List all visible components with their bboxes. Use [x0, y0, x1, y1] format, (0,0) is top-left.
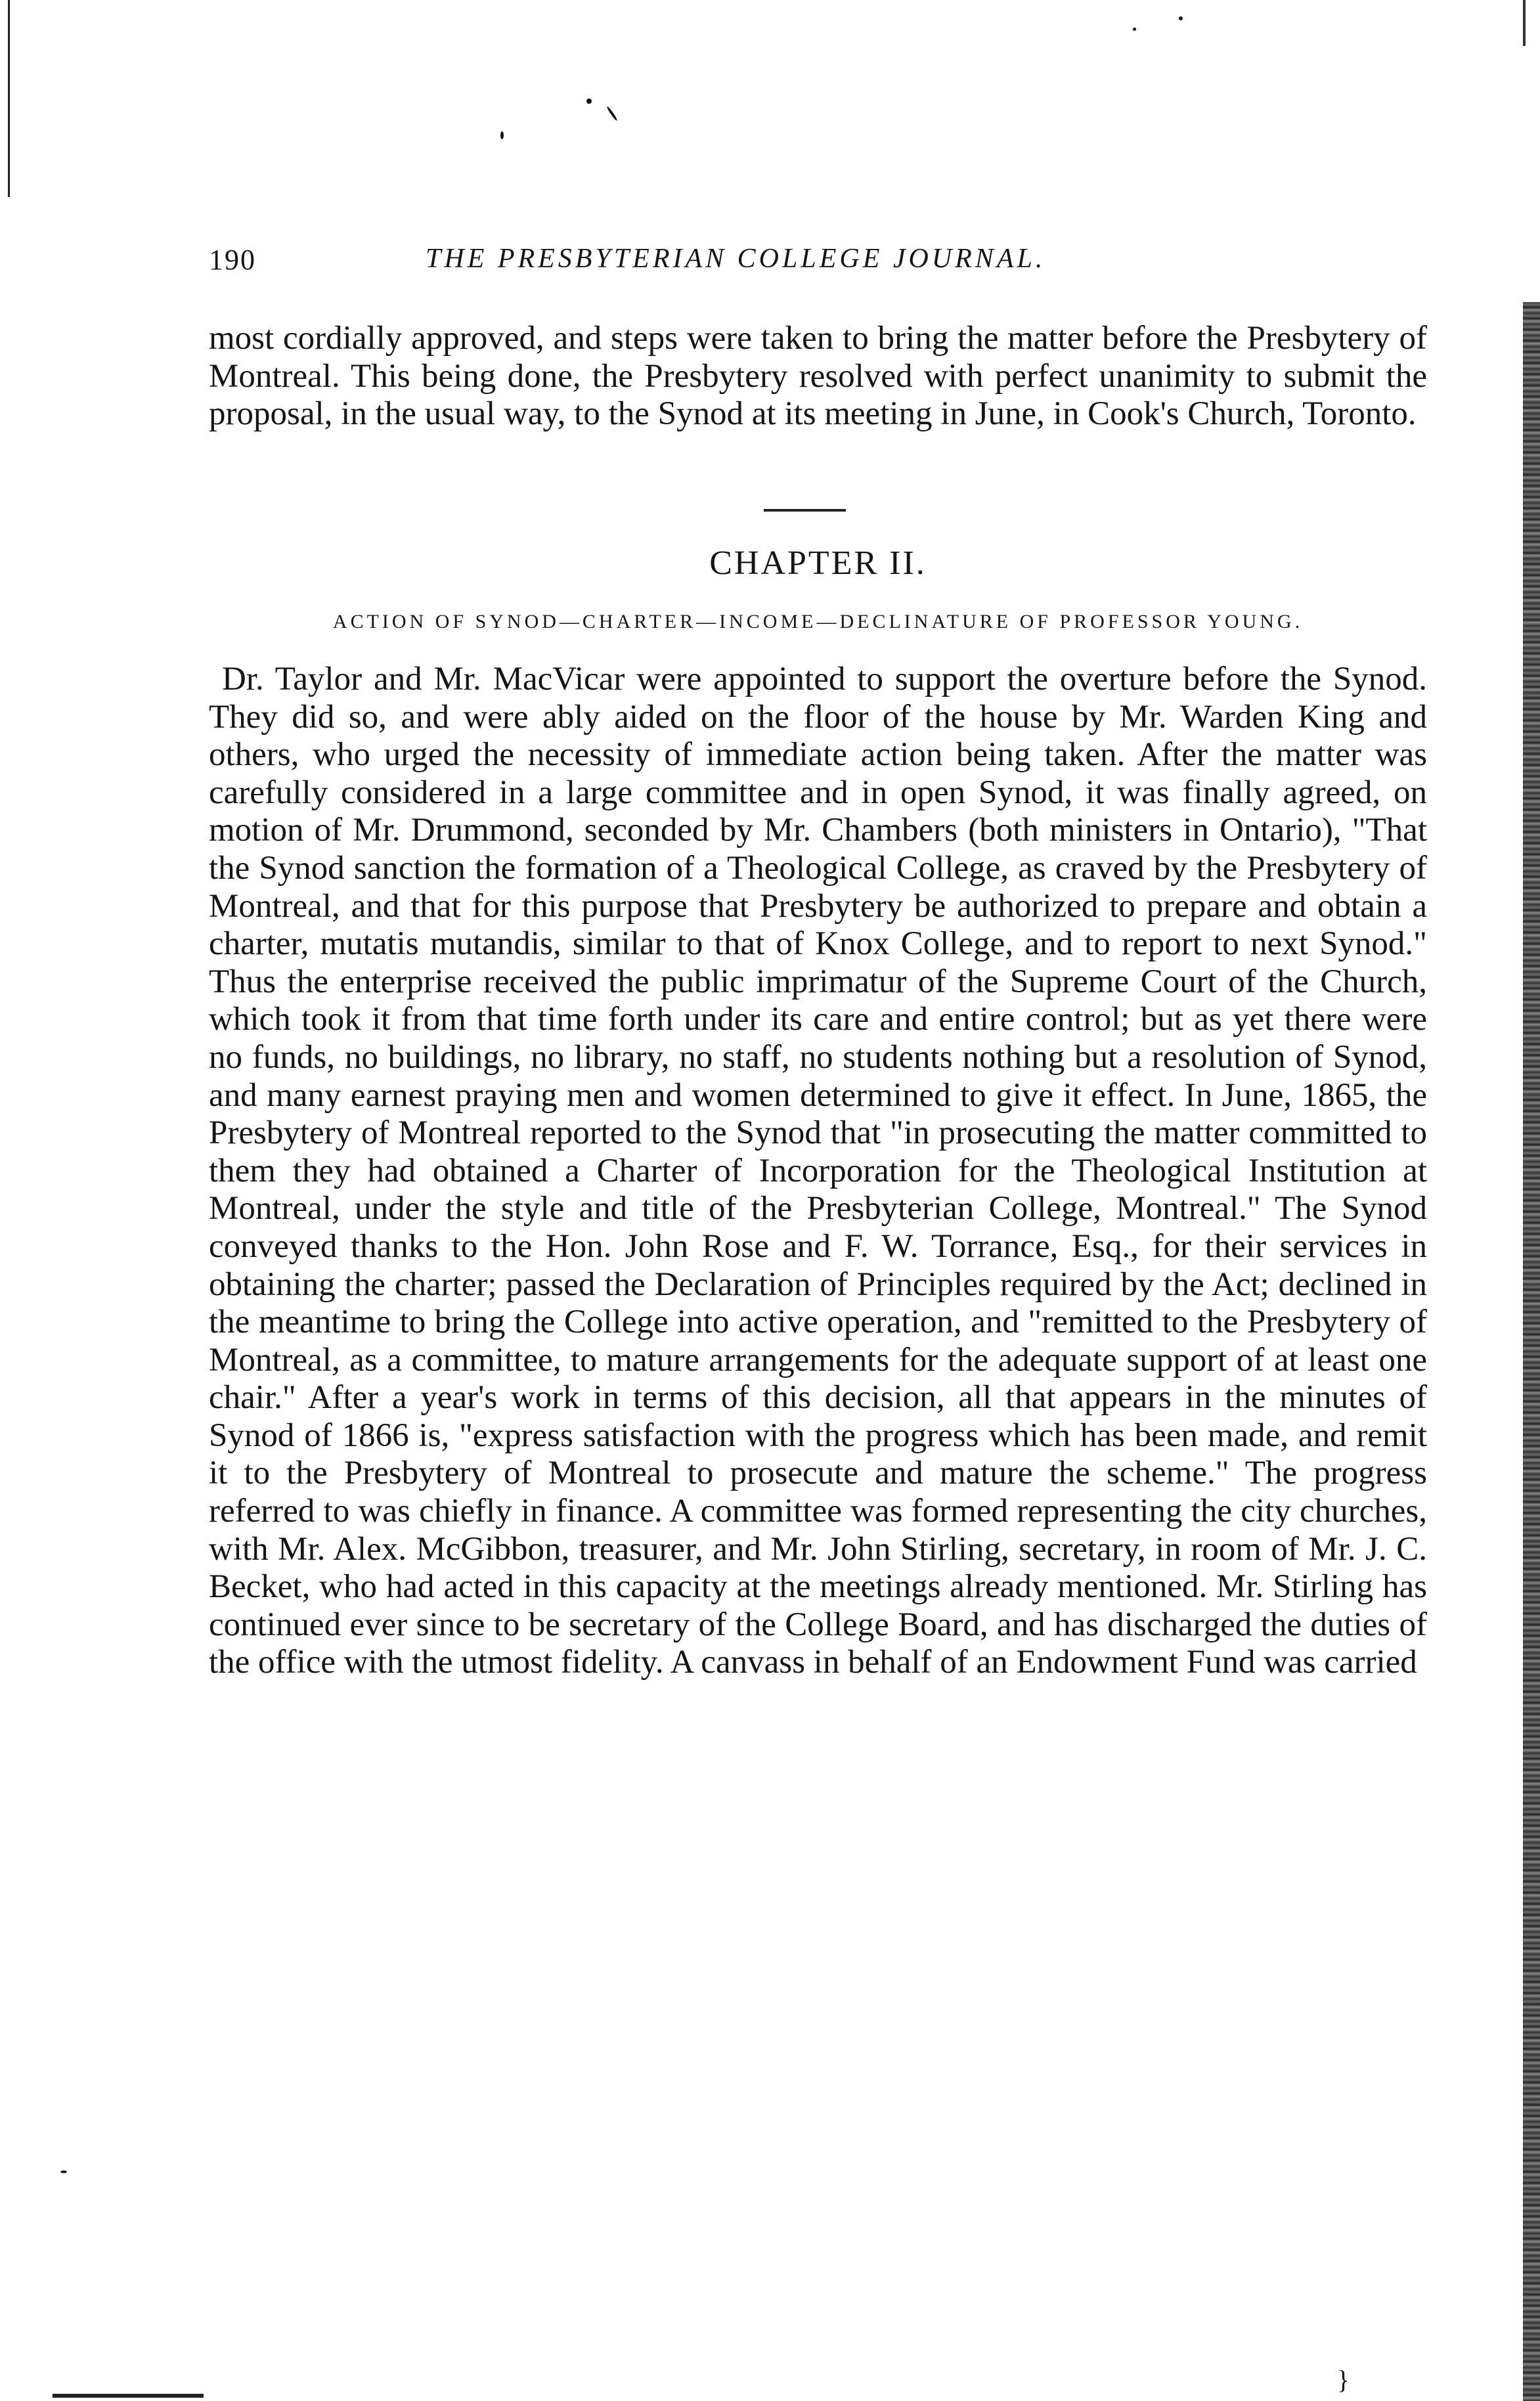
- book-binding-shadow: [1523, 302, 1540, 2401]
- scan-speckle: [60, 2170, 67, 2173]
- chapter-title: CHAPTER II.: [709, 544, 927, 582]
- page-number: 190: [209, 244, 256, 276]
- scan-speckle: [586, 99, 592, 104]
- opening-paragraph: most cordially approved, and steps were taken to bring the matter before the Presbytery of Montreal. This being done, the Presbytery resolved with perfect unanimity to submit the proposal, in the usual way, to the Synod at its meeting in June, in Cook's Church, Toronto.: [209, 320, 1427, 433]
- scan-edge-line-left: [8, 0, 10, 197]
- chapter-subheading: ACTION OF SYNOD—CHARTER—INCOME—DECLINATURE OF PROFESSOR YOUNG.: [332, 611, 1304, 632]
- scan-speckle: [1179, 16, 1183, 20]
- main-paragraph: Dr. Taylor and Mr. MacVicar were appointed to support the overture before the Synod. They did so, and were ably aided on the floor of the house by Mr. Warden King and others, who urged the necessity of immediate action being taken. After the matter was carefully considered in a large committee and in open Synod, it was finally agreed, on motion of Mr. Drummond, seconded by Mr. Chambers (both ministers in Ontario), "That the Synod sanction the formation of a Theological College, as craved by the Presbytery of Montreal, and that for this purpose that Presbytery be authorized to prepare and obtain a charter, mutatis mutandis, similar to that of Knox College, and to report to next Synod." Thus the enterprise received the public imprimatur of the Supreme Court of the Church, which took it from that time forth under its care and entire control; but as yet there were no funds, no buildings, no library, no staff, no students nothing but a resolution of Synod, and many earnest praying men and women determined to give it effect. In June, 1865, the Presbytery of Montreal reported to the Synod that "in prosecuting the matter committed to them they had obtained a Charter of Incorporation for the Theological Institution at Montreal, under the style and title of the Presbyterian College, Montreal." The Synod conveyed thanks to the Hon. John Rose and F. W. Torrance, Esq., for their services in obtaining the charter; passed the Declaration of Principles required by the Act; declined in the meantime to bring the College into active operation, and "remitted to the Presbytery of Montreal, as a committee, to mature arrangements for the adequate support of at least one chair." After a year's work in terms of this decision, all that appears in the minutes of Synod of 1866 is, "express satisfaction with the progress which has been made, and remit it to the Presbytery of Montreal to prosecute and mature the scheme." The progress referred to was chiefly in finance. A committee was formed representing the city churches, with Mr. Alex. McGibbon, treasurer, and Mr. John Stirling, secretary, in room of Mr. J. C. Becket, who had acted in this capacity at the meetings already mentioned. Mr. Stirling has continued ever since to be secretary of the College Board, and has discharged the duties of the office with the utmost fidelity. A canvass in behalf of an Endowment Fund was carried: [209, 661, 1427, 1681]
- scan-speckle: [1133, 28, 1136, 31]
- journal-title: THE PRESBYTERIAN COLLEGE JOURNAL.: [426, 244, 1046, 274]
- section-divider: [764, 509, 846, 512]
- scan-speckle: [500, 131, 504, 139]
- running-head: [209, 243, 1424, 282]
- scan-edge-line-right: [1523, 0, 1526, 46]
- scan-speckle: [606, 106, 618, 121]
- scan-bottom-mark: [53, 2394, 204, 2398]
- footer-mark: }: [1336, 2365, 1350, 2394]
